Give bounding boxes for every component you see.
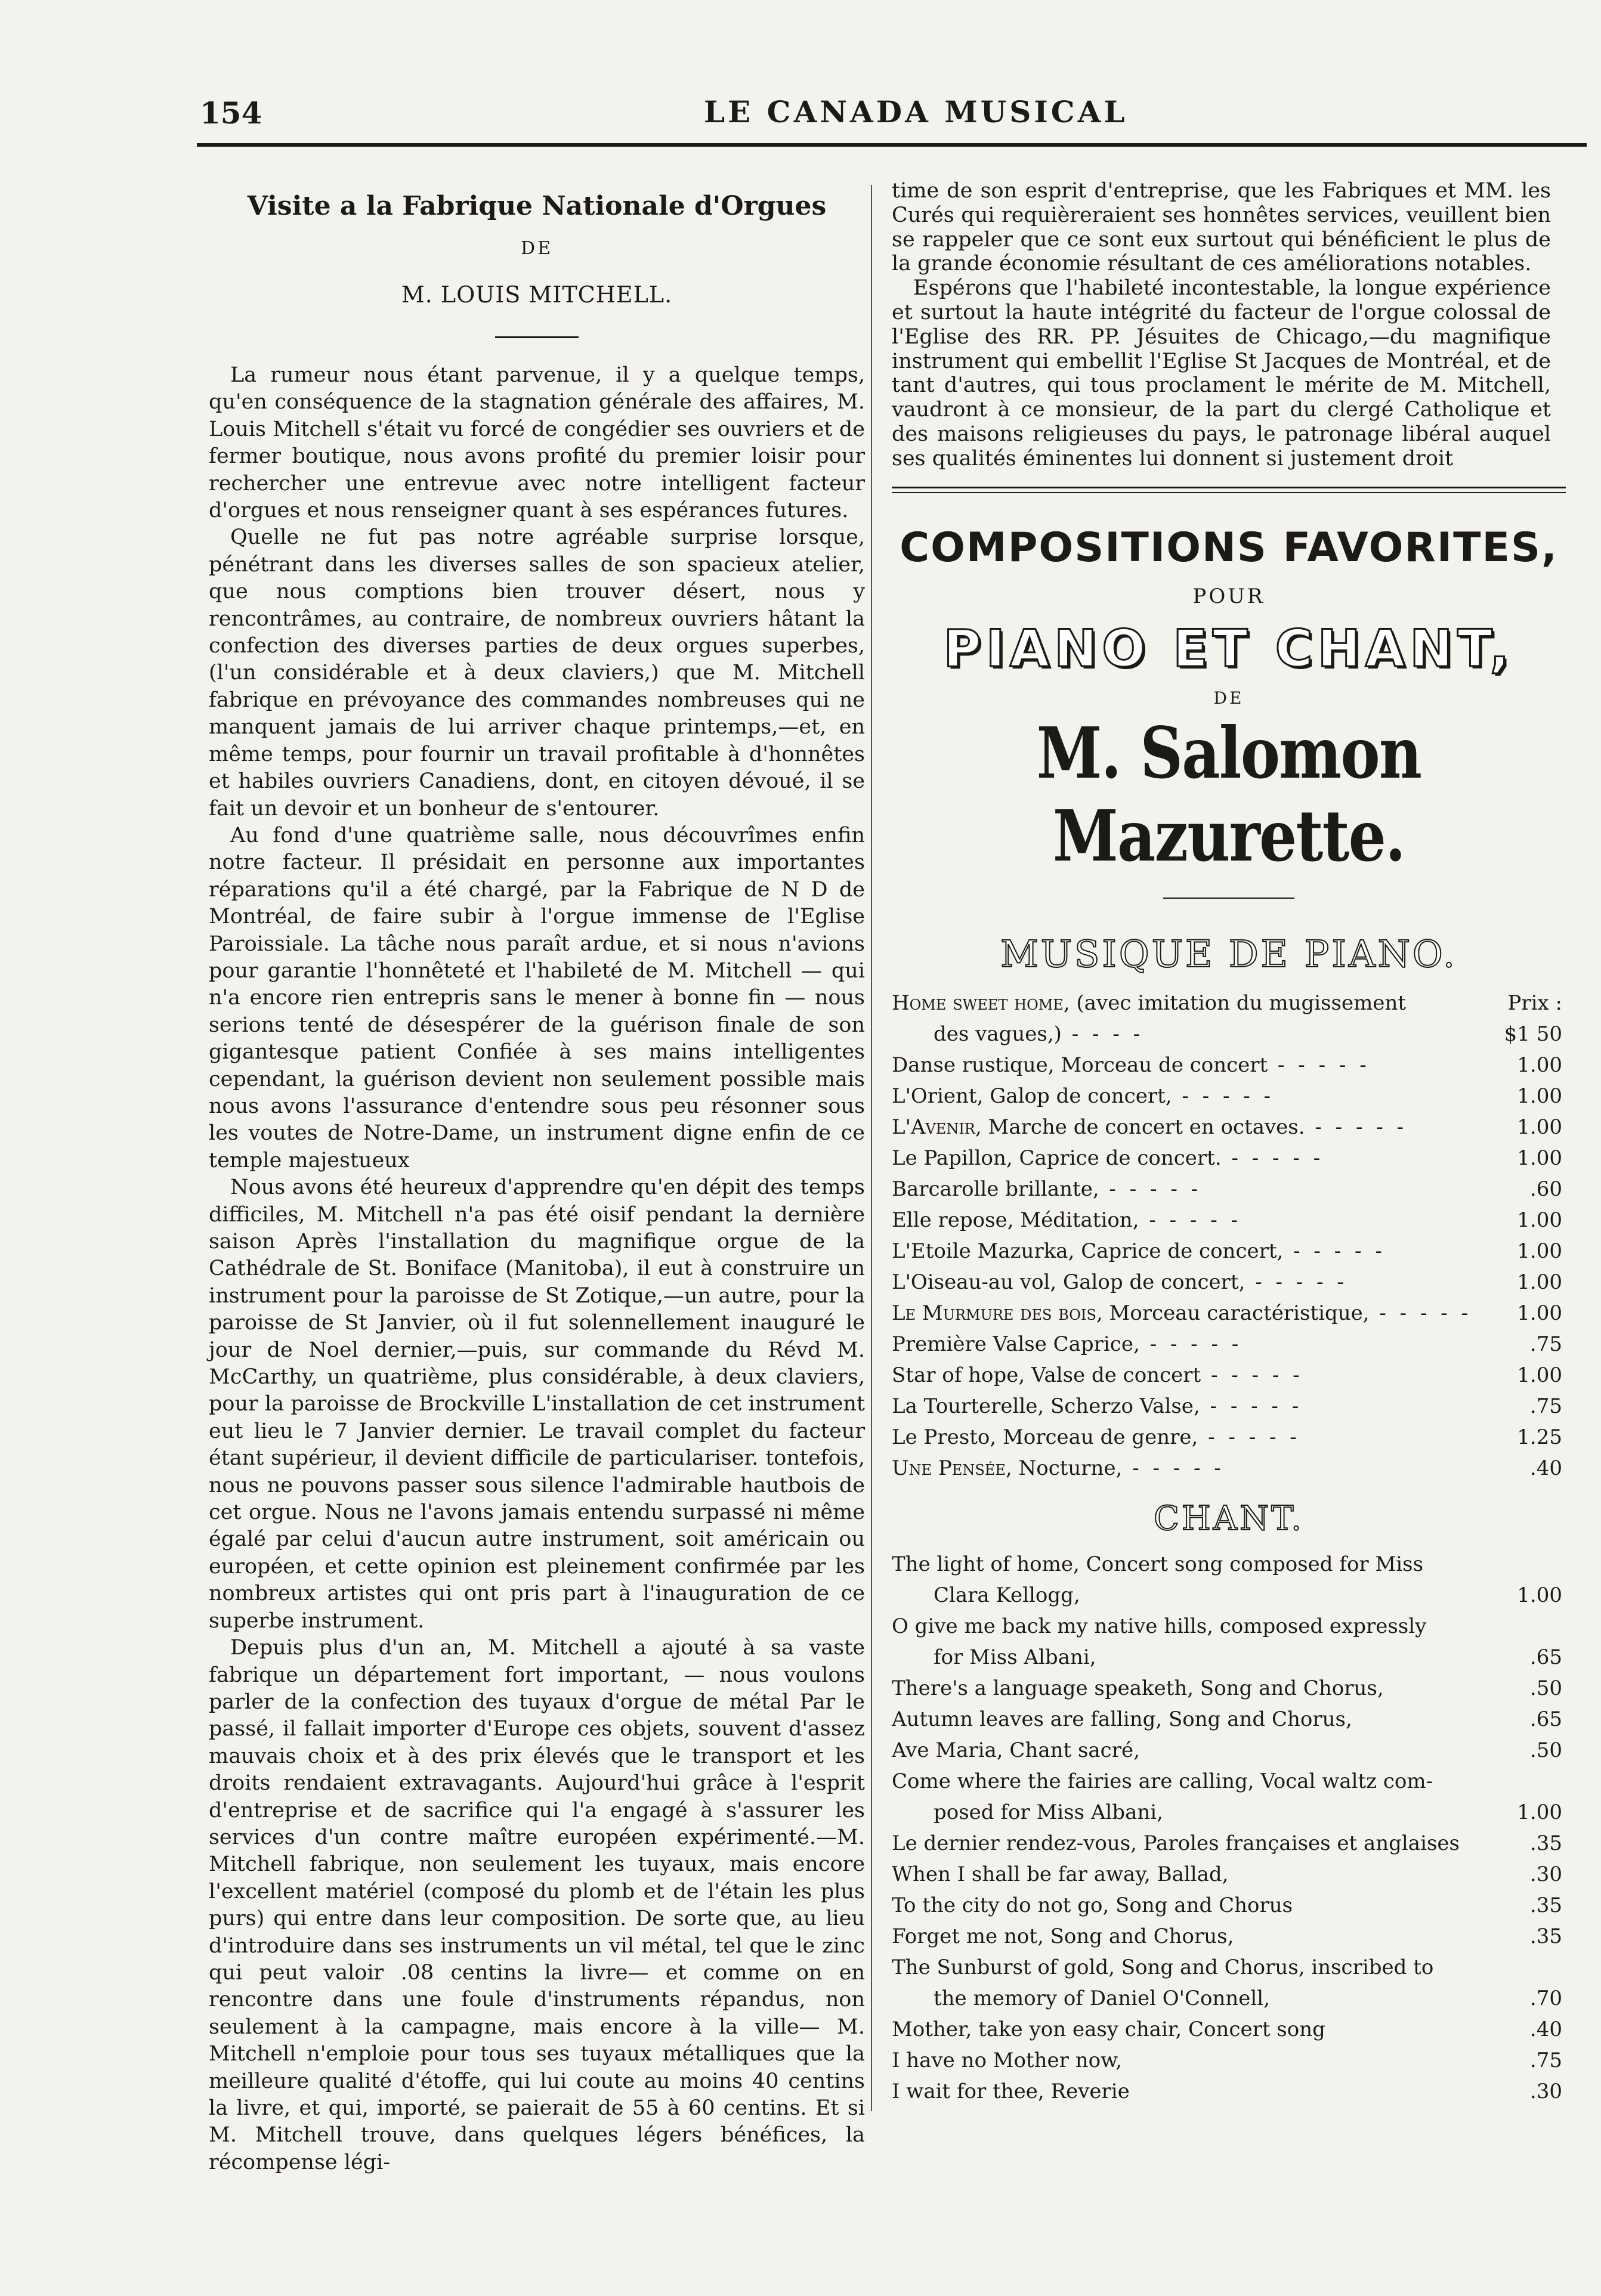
list-item (892, 1952, 1566, 2014)
item-title: Elle repose, Méditation, - - (892, 1208, 1241, 1232)
item-title-cont: the memory of Daniel O'Connell, (934, 1986, 1270, 2010)
list-item (892, 1828, 1566, 1859)
item-title: Le Presto, Morceau de genre, - - (892, 1425, 1300, 1449)
item-title: To the city do not go, Song and Chorus (892, 1893, 1293, 1917)
chant-list (892, 1549, 1566, 2107)
prix-label: Prix : (1507, 991, 1562, 1015)
list-item (892, 1735, 1566, 1766)
item-price: 1.25 (1517, 1425, 1562, 1449)
item-title: The Sunburst of gold, Song and Chorus, inscribed to (892, 1955, 1434, 1979)
item-price: .40 (1529, 2017, 1562, 2041)
article-paragraph: Quelle ne fut pas notre agréable surprise lorsque, pénétrant dans les diverses salles de son spacieux atelier, que nous comptions bien trouver désert, nous y rencontrâmes, au contraire, de nombreux ouvriers hâtant la confection des diverses parties de deux orgues superbes, (l'un considérable et à deux claviers,) que M. Mitchell fabrique en prévoyance des commandes nombreuses qui ne manquent jamais de lui arriver chaque printemps,—et, en même temps, pour fournir un travail profitable à d'honnêtes et habiles ouvriers Canadiens, dont, en citoyen dévoué, il se fait un devoir et un bonheur de s'entourer. (209, 525, 865, 821)
item-price: 1.00 (1517, 1270, 1562, 1294)
item-title: Le Papillon, Caprice de concert. - - (892, 1146, 1324, 1170)
item-title: Star of hope, Valse de concert - - (892, 1363, 1303, 1387)
item-title: I have no Mother now, (892, 2048, 1122, 2072)
item-price: 1.00 (1517, 1115, 1562, 1139)
item-title: I wait for thee, Reverie (892, 2079, 1130, 2103)
item-title: (avec imitation du mugissement (1070, 991, 1407, 1015)
list-item (892, 1890, 1566, 1921)
item-title: When I shall be far away, Ballad, (892, 1862, 1229, 1886)
piano-heading: MUSIQUE DE PIANO. (1000, 932, 1457, 976)
article-continuation: Espérons que l'habileté incontestable, la longue expérience et surtout la haute intégrité du facteur de l'orgue colossal de l'Eglise des RR. PP. Jésuites de Chicago,—du magnifique instrument qui embellit l'Eglise St Jacques de Montréal, et de tant d'autres, qui tous proclament le mérite de M. Mitchell, vaudront à ce monsieur, de la part du clergé Catholique et des maisons religieuses du pays, le patronage libéral auquel ses qualités éminentes lui donnent si justement droit (892, 276, 1551, 471)
item-title: Nocturne, - - (1012, 1456, 1225, 1480)
article-continuation: time de son esprit d'entreprise, que les Fabriques et MM. les Curés qui requièreraient ses honnêtes services, veuillent bien se rappeler que ce sont eux surtout qui bénéficient le plus de la grande économie résultant de ces améliorations notables. (892, 179, 1551, 276)
article-author: M. LOUIS MITCHELL. (401, 281, 673, 308)
item-title-cont: Clara Kellogg, (934, 1583, 1080, 1607)
ad-composer: M. Salomon Mazurette. (1036, 711, 1421, 877)
article-paragraph: Depuis plus d'un an, M. Mitchell a ajouté à sa vaste fabrique un département fort important, — nous voulons parler de la confection des tuyaux d'orgue de métal Par le passé, il fallait importer d'Europe ces objets, souvent d'assez mauvais choix et à des prix élevés que le transport et les droits rendaient extravagants. Aujourd'hui grâce à l'esprit d'entreprise et de sacrifice qui l'a engagé à s'assurer les services d'un contre maître européen expérimenté.—M. Mitchell fabrique, non seulement les tuyaux, mais encore l'excellent matériel (composé du plomb et de l'étain les plus purs) qui entre dans leur composition. De sorte que, au lieu d'introduire dans ses instruments un vil métal, tel que le zinc qui peut valoir .08 centins la livre— et comme on en rencontre dans une foule d'instruments répandus, non seulement à la campagne, mais encore à la ville— M. Mitchell n'emploie pour tous ses tuyaux métalliques que la meilleure qualité d'étoffe, qui lui coute au moins 40 centins la livre, et qui, importé, se paierait de 55 à 60 centins. Et si M. Mitchell trouve, dans quelques légers bénéfices, la récompense légi- (209, 1636, 865, 2174)
item-title-caps: Le Murmure des bois, (892, 1301, 1103, 1325)
item-title-cont: des vagues,) - - (892, 1019, 1512, 1050)
list-item (892, 1267, 1566, 1298)
article-paragraph: La rumeur nous étant parvenue, il y a quelque temps, qu'en conséquence de la stagnation générale des affaires, M. Louis Mitchell s'était vu forcé de congédier ses ouvriers et de fermer boutique, nous avons profité du premier loisir pour rechercher une entrevue avec notre intelligent facteur d'orgues et nous renseigner quant à ses espérances futures. (209, 363, 865, 523)
article-paragraph: Au fond d'une quatrième salle, nous découvrîmes enfin notre facteur. Il présidait en personne aux importantes réparations qu'il a été chargé, par la Fabrique de N D de Montréal, de faire subir à l'orgue immense de l'Eglise Paroissiale. La tâche nous paraît ardue, et si nous n'avions pour garantie l'honnêteté et l'habileté de M. Mitchell — qui n'a encore rien entrepris sans le mener à bonne fin — nous serions tenté de désespérer de la guérison finale de son gigantesque patient Confiée à ses mains intelligentes cependant, la guérison devient non seulement possible mais nous avons l'assurance d'entendre sous peu résonner sous les voutes de Notre-Dame, un instrument digne enfin de ce temple majestueux (209, 823, 865, 1172)
item-price: .30 (1529, 2079, 1562, 2103)
list-item (892, 1673, 1566, 1704)
right-column (892, 179, 1566, 2107)
item-price: 1.00 (1517, 1208, 1562, 1232)
item-price: 1.00 (1517, 1583, 1562, 1607)
list-item (892, 1921, 1566, 1952)
item-title: Forget me not, Song and Chorus, (892, 1924, 1234, 1948)
list-item (892, 1360, 1566, 1391)
list-item (892, 1329, 1566, 1360)
item-title: Ave Maria, Chant sacré, (892, 1738, 1140, 1762)
item-title: L'Etoile Mazurka, Caprice de concert, - - (892, 1239, 1386, 1263)
item-price: 1.00 (1517, 1053, 1562, 1077)
running-head-title: LE CANADA MUSICAL (704, 94, 1128, 129)
list-item (892, 1704, 1566, 1735)
item-title: La Tourterelle, Scherzo Valse, - - (892, 1394, 1302, 1418)
article-paragraph: Nous avons été heureux d'apprendre qu'en dépit des temps difficiles, M. Mitchell n'a pas été oisif pendant la dernière saison Après l'installation du magnifique orgue de la Cathédrale de St. Boniface (Manitoba), il eut à construire un instrument pour la paroisse de St Zotique,—un autre, pour la paroisse de St Janvier, où il fut solennellement inauguré le jour de Noel dernier,—puis, sur commande du Révd M. McCarthy, un quatrième, plus considérable, à deux claviers, pour la paroisse de Brockville L'installation de cet instrument eut lieu le 7 Janvier dernier. Le travail complet du facteur étant supérieur, il devient difficile de particulariser. tontefois, nous ne pouvons passer sous silence l'admirable hautbois de cet orgue. Nous ne l'avons jamais entendu surpassé ni même égalé par celui d'aucun autre instrument, soit américain ou européen, et cette opinion est pleinement confirmée par les nombreux artistes qui ont pris part à l'inauguration de ce superbe instrument. (209, 1175, 865, 1633)
item-price: .75 (1529, 1332, 1562, 1356)
item-title: Mother, take yon easy chair, Concert song (892, 2017, 1325, 2041)
section-rule (892, 487, 1566, 493)
ad-de: DE (1213, 688, 1244, 708)
item-price: .75 (1529, 1394, 1562, 1418)
item-title-caps: Home sweet home, (892, 991, 1070, 1015)
item-price: $1 50 (1504, 1022, 1562, 1046)
ad-subtitle: PIANO ET CHANT, (943, 618, 1515, 679)
item-price: .60 (1529, 1177, 1562, 1201)
list-item (892, 1205, 1566, 1236)
ad-pour: POUR (1192, 584, 1265, 608)
item-price: .35 (1529, 1893, 1562, 1917)
piano-list (892, 988, 1566, 1484)
list-item (892, 1236, 1566, 1267)
list-item (892, 1766, 1566, 1828)
list-item (892, 1174, 1566, 1205)
item-title: Morceau caractéristique, - - (1103, 1301, 1472, 1325)
item-title: L'Oiseau-au vol, Galop de concert, - - (892, 1270, 1347, 1294)
item-price: .40 (1529, 1456, 1562, 1480)
list-item (892, 1391, 1566, 1422)
ad-rule (1163, 898, 1294, 899)
list-item (892, 1453, 1566, 1484)
article-title: Visite a la Fabrique Nationale d'Orgues (247, 191, 827, 221)
item-title-cont: posed for Miss Albani, (934, 1800, 1163, 1824)
list-item (892, 1298, 1566, 1329)
item-price: .70 (1529, 1986, 1562, 2010)
item-price: 1.00 (1517, 1800, 1562, 1824)
list-item (892, 1549, 1566, 1611)
list-item (892, 1422, 1566, 1453)
item-title: There's a language speaketh, Song and Chorus, (892, 1676, 1384, 1700)
article-de: DE (521, 238, 553, 259)
list-item (892, 2076, 1566, 2107)
item-title-cont: for Miss Albani, (934, 1645, 1096, 1669)
chant-heading: CHANT. (1153, 1499, 1305, 1538)
item-price: .35 (1529, 1831, 1562, 1855)
page-number: 154 (200, 95, 262, 131)
item-title: Barcarolle brillante, - - (892, 1177, 1201, 1201)
item-price: 1.00 (1517, 1363, 1562, 1387)
item-title: L'Orient, Galop de concert, - - (892, 1084, 1274, 1108)
article-column (209, 179, 865, 2176)
list-item (892, 1143, 1566, 1174)
item-price: .50 (1529, 1676, 1562, 1700)
list-item (892, 2014, 1566, 2045)
item-title: Marche de concert en octaves. - - (982, 1115, 1407, 1139)
item-title: O give me back my native hills, composed expressly (892, 1614, 1427, 1638)
item-title: Le dernier rendez-vous, Paroles françaises et anglaises (892, 1831, 1460, 1855)
list-item (892, 1112, 1566, 1143)
item-price: .35 (1529, 1924, 1562, 1948)
ad-title: COMPOSITIONS FAVORITES, (900, 524, 1558, 571)
item-price: .75 (1529, 2048, 1562, 2072)
item-title: Come where the fairies are calling, Vocal waltz com- (892, 1769, 1433, 1793)
column-divider (871, 185, 872, 2111)
item-price: .50 (1529, 1738, 1562, 1762)
item-title-caps: Une Pensée, (892, 1456, 1012, 1480)
item-price: 1.00 (1517, 1239, 1562, 1263)
item-price: .30 (1529, 1862, 1562, 1886)
item-price: 1.00 (1517, 1084, 1562, 1108)
list-item (892, 1611, 1566, 1673)
title-rule (495, 336, 579, 338)
header-rule (197, 143, 1587, 147)
list-item (892, 2045, 1566, 2076)
item-title: Autumn leaves are falling, Song and Chorus, (892, 1707, 1352, 1731)
item-title: The light of home, Concert song composed for Miss (892, 1552, 1424, 1576)
list-item (892, 988, 1566, 1050)
list-item (892, 1050, 1566, 1081)
item-price: .65 (1529, 1645, 1562, 1669)
item-price: 1.00 (1517, 1301, 1562, 1325)
list-item (892, 1859, 1566, 1890)
item-title-caps: L'Avenir, (892, 1115, 982, 1139)
item-price: .65 (1529, 1707, 1562, 1731)
item-title: Première Valse Caprice, - - (892, 1332, 1242, 1356)
list-item (892, 1081, 1566, 1112)
item-title: Danse rustique, Morceau de concert - - (892, 1053, 1370, 1077)
item-price: 1.00 (1517, 1146, 1562, 1170)
